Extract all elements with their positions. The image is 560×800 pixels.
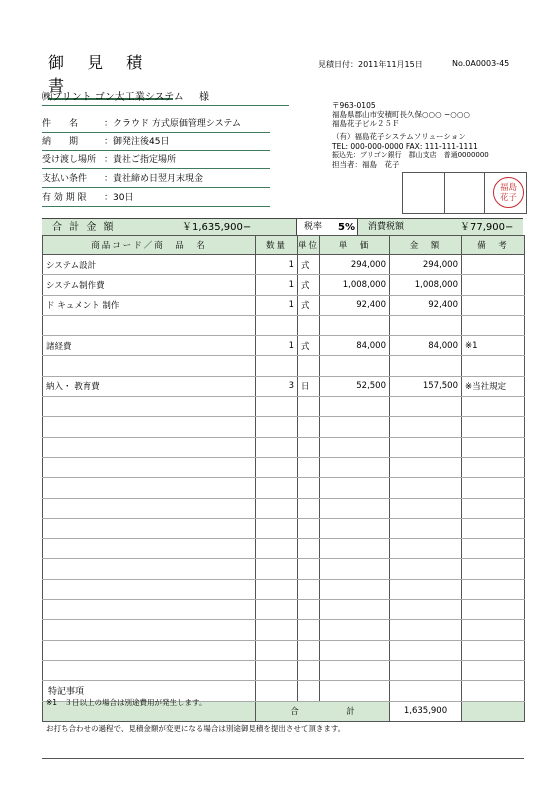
cell-unit-price [320, 356, 390, 376]
cell-quantity [256, 457, 298, 477]
info-row-payment [42, 172, 270, 188]
cell-quantity [256, 437, 298, 457]
cell-amount: 157,500 [390, 376, 462, 396]
cell-quantity [256, 660, 298, 680]
cell-amount [390, 681, 462, 701]
cell-amount [390, 600, 462, 620]
cell-quantity [256, 579, 298, 599]
cell-remarks [462, 457, 525, 477]
sum-remarks [462, 701, 525, 721]
cell-product [43, 640, 256, 660]
stamp-box-1 [402, 172, 445, 214]
cell-unit [298, 397, 320, 417]
total-label: 合 計 金 額 [52, 222, 116, 233]
note-line-1: ※1 ３日以上の場合は別途費用が発生します。 [46, 698, 207, 707]
cell-unit-price [320, 498, 390, 518]
cell-unit [298, 518, 320, 538]
sum-label-2: 計 [346, 707, 355, 718]
table-row [43, 397, 525, 417]
info-value: ：30日 [104, 193, 134, 203]
cell-product: 納入・ 教育費 [43, 376, 256, 396]
cell-quantity [256, 356, 298, 376]
table-row [43, 417, 525, 437]
header-product: 商品コード／商 品 名 [43, 236, 256, 255]
cell-remarks: ※当社規定 [462, 376, 525, 396]
cell-unit-price [320, 478, 390, 498]
issuer-contact: 担当者：福島 花子 [332, 160, 400, 169]
cell-product: システム制作費 [43, 275, 256, 295]
cell-amount [390, 539, 462, 559]
cell-amount: 84,000 [390, 336, 462, 356]
tax-rate-value: 5% [338, 222, 355, 233]
cell-product [43, 397, 256, 417]
table-row [43, 539, 525, 559]
tax-value: ￥77,900− [460, 222, 514, 233]
cell-unit [298, 640, 320, 660]
info-value: ：貴社ご指定場所 [104, 155, 177, 165]
cell-unit: 式 [298, 295, 320, 315]
cell-unit-price: 92,400 [320, 295, 390, 315]
cell-amount [390, 498, 462, 518]
issuer-company: （有）福島花子システムソリューション [332, 132, 466, 141]
cell-amount [390, 315, 462, 335]
client-honorific: 様 [198, 92, 209, 103]
issuer-postal: 〒963-0105 [332, 101, 376, 110]
table-row [43, 579, 525, 599]
cell-amount [390, 579, 462, 599]
cell-amount [390, 559, 462, 579]
cell-unit [298, 498, 320, 518]
cell-quantity [256, 417, 298, 437]
table-row [43, 600, 525, 620]
cell-unit [298, 620, 320, 640]
date-value: 2011年11月15日 [358, 60, 423, 69]
table-row [43, 640, 525, 660]
items-table [42, 235, 525, 722]
cell-unit-price [320, 417, 390, 437]
cell-unit-price [320, 457, 390, 477]
cell-quantity [256, 397, 298, 417]
sum-label-1: 合 [290, 707, 299, 718]
cell-unit-price [320, 600, 390, 620]
cell-remarks [462, 559, 525, 579]
tax-rate-label: 税率 [304, 222, 323, 232]
cell-quantity [256, 315, 298, 335]
cell-amount [390, 660, 462, 680]
cell-unit-price: 1,008,000 [320, 275, 390, 295]
table-row [43, 336, 525, 356]
cell-remarks [462, 255, 525, 275]
info-row-validity [42, 191, 270, 207]
cell-product [43, 579, 256, 599]
table-row [43, 295, 525, 315]
cell-product [43, 559, 256, 579]
cell-unit [298, 417, 320, 437]
cell-amount [390, 397, 462, 417]
cell-unit-price [320, 437, 390, 457]
cell-remarks: ※1 [462, 336, 525, 356]
header-unit-price: 単 価 [320, 236, 390, 255]
notes-title: 特記事項 [48, 687, 85, 697]
cell-quantity [256, 600, 298, 620]
cell-unit-price [320, 660, 390, 680]
cell-quantity [256, 539, 298, 559]
cell-amount: 294,000 [390, 255, 462, 275]
cell-product [43, 437, 256, 457]
cell-amount [390, 437, 462, 457]
cell-amount [390, 640, 462, 660]
cell-unit [298, 478, 320, 498]
cell-unit [298, 660, 320, 680]
cell-remarks [462, 600, 525, 620]
cell-remarks [462, 397, 525, 417]
cell-remarks [462, 275, 525, 295]
cell-unit: 日 [298, 376, 320, 396]
table-row [43, 457, 525, 477]
cell-remarks [462, 478, 525, 498]
info-value: ：クラウド 方式原価管理システム [104, 119, 241, 129]
cell-unit-price [320, 518, 390, 538]
cell-unit [298, 600, 320, 620]
cell-product [43, 660, 256, 680]
cell-remarks [462, 437, 525, 457]
cell-quantity: 1 [256, 275, 298, 295]
cell-product [43, 417, 256, 437]
document-title: 御 見 積 書 [48, 50, 173, 100]
info-label: 納 期 [42, 137, 79, 147]
table-row [43, 315, 525, 335]
cell-quantity [256, 640, 298, 660]
cell-unit: 式 [298, 255, 320, 275]
cell-quantity [256, 498, 298, 518]
cell-remarks [462, 518, 525, 538]
table-row [43, 518, 525, 538]
cell-unit [298, 437, 320, 457]
info-label: 受け渡し場所 [42, 155, 97, 165]
cell-quantity [256, 620, 298, 640]
cell-remarks [462, 620, 525, 640]
cell-quantity [256, 518, 298, 538]
cell-remarks [462, 539, 525, 559]
cell-unit [298, 559, 320, 579]
cell-remarks [462, 417, 525, 437]
note-line-2: お打ち合わせの過程で、見積金額が変更になる場合は別途御見積を提出させて頂きます。 [46, 724, 346, 733]
table-row [43, 620, 525, 640]
table-header-row [43, 236, 525, 255]
cell-product [43, 518, 256, 538]
date-label: 見積日付： [318, 60, 358, 69]
cell-amount [390, 518, 462, 538]
cell-product [43, 620, 256, 640]
table-row [43, 478, 525, 498]
cell-unit-price: 294,000 [320, 255, 390, 275]
cell-unit: 式 [298, 275, 320, 295]
cell-product [43, 539, 256, 559]
table-row [43, 255, 525, 275]
total-value: ￥1,635,900− [182, 222, 252, 233]
cell-product [43, 498, 256, 518]
seal-text: 福島花子 [499, 182, 517, 203]
cell-amount [390, 356, 462, 376]
client-name: ㈱プリント ゴン太工業システム [42, 92, 184, 103]
client-name-row [42, 90, 289, 106]
cell-product [43, 457, 256, 477]
cell-remarks [462, 315, 525, 335]
issuer-bank: 振込先：ブリゴン銀行 郡山支店 普通0000000 [332, 151, 489, 159]
cell-unit [298, 356, 320, 376]
cell-quantity: 3 [256, 376, 298, 396]
cell-amount [390, 478, 462, 498]
cell-unit [298, 681, 320, 701]
issuer-tel-fax: TEL: 000-000-0000 FAX: 111-111-1111 [332, 142, 478, 151]
header-unit: 単位 [298, 236, 320, 255]
cell-remarks [462, 498, 525, 518]
tax-label: 消費税額 [368, 222, 405, 232]
cell-unit [298, 315, 320, 335]
table-row [43, 498, 525, 518]
cell-quantity: 1 [256, 255, 298, 275]
issuer-address2: 福島花子ビル２５Ｆ [332, 119, 400, 128]
table-row [43, 275, 525, 295]
cell-remarks [462, 356, 525, 376]
table-row [43, 559, 525, 579]
cell-product [43, 356, 256, 376]
table-row [43, 356, 525, 376]
cell-unit [298, 539, 320, 559]
stamp-box-2 [443, 172, 485, 214]
info-label: 支払い条件 [42, 174, 88, 184]
info-value: ：貴社締め日翌月末現金 [104, 174, 204, 184]
sum-value: 1,635,900 [390, 701, 462, 721]
cell-amount: 1,008,000 [390, 275, 462, 295]
cell-amount [390, 457, 462, 477]
cell-unit-price [320, 681, 390, 701]
table-row [43, 660, 525, 680]
cell-unit [298, 457, 320, 477]
cell-quantity [256, 559, 298, 579]
cell-unit-price [320, 397, 390, 417]
cell-remarks [462, 660, 525, 680]
cell-amount [390, 620, 462, 640]
cell-quantity [256, 478, 298, 498]
cell-unit-price: 52,500 [320, 376, 390, 396]
cell-quantity: 1 [256, 336, 298, 356]
cell-unit [298, 579, 320, 599]
cell-product [43, 478, 256, 498]
cell-unit-price [320, 539, 390, 559]
info-label: 件 名 [42, 119, 79, 129]
cell-remarks [462, 681, 525, 701]
header-remarks: 備 考 [462, 236, 525, 255]
number-label: No. [452, 59, 466, 68]
cell-unit-price [320, 640, 390, 660]
info-row-delivery-place [42, 153, 270, 169]
cell-quantity [256, 681, 298, 701]
cell-unit-price [320, 315, 390, 335]
header-amount: 金 額 [390, 236, 462, 255]
table-row [43, 437, 525, 457]
cell-unit-price: 84,000 [320, 336, 390, 356]
estimate-date [318, 59, 423, 70]
info-row-delivery-time [42, 135, 270, 151]
cell-unit-price [320, 620, 390, 640]
cell-amount: 92,400 [390, 295, 462, 315]
bottom-divider [42, 758, 524, 759]
estimate-number [452, 59, 509, 68]
cell-quantity: 1 [256, 295, 298, 315]
info-row-subject [42, 117, 270, 133]
cell-unit-price [320, 579, 390, 599]
cell-product [43, 600, 256, 620]
cell-remarks [462, 295, 525, 315]
cell-product [43, 315, 256, 335]
cell-product: ド キュメント 制作 [43, 295, 256, 315]
issuer-address1: 福島県郡山市安積町長久保○○○ −○○○ [332, 110, 470, 119]
header-quantity: 数量 [256, 236, 298, 255]
cell-unit: 式 [298, 336, 320, 356]
cell-amount [390, 417, 462, 437]
cell-remarks [462, 579, 525, 599]
info-label: 有 効 期 限 [42, 193, 87, 203]
cell-remarks [462, 640, 525, 660]
cell-unit-price [320, 559, 390, 579]
cell-product: システム設計 [43, 255, 256, 275]
hanko-seal [493, 177, 524, 208]
info-value: ：御発注後45日 [104, 137, 170, 147]
cell-product: 諸経費 [43, 336, 256, 356]
sum-label [256, 701, 390, 721]
number-value: 0A0003-45 [465, 59, 510, 68]
table-row [43, 376, 525, 396]
